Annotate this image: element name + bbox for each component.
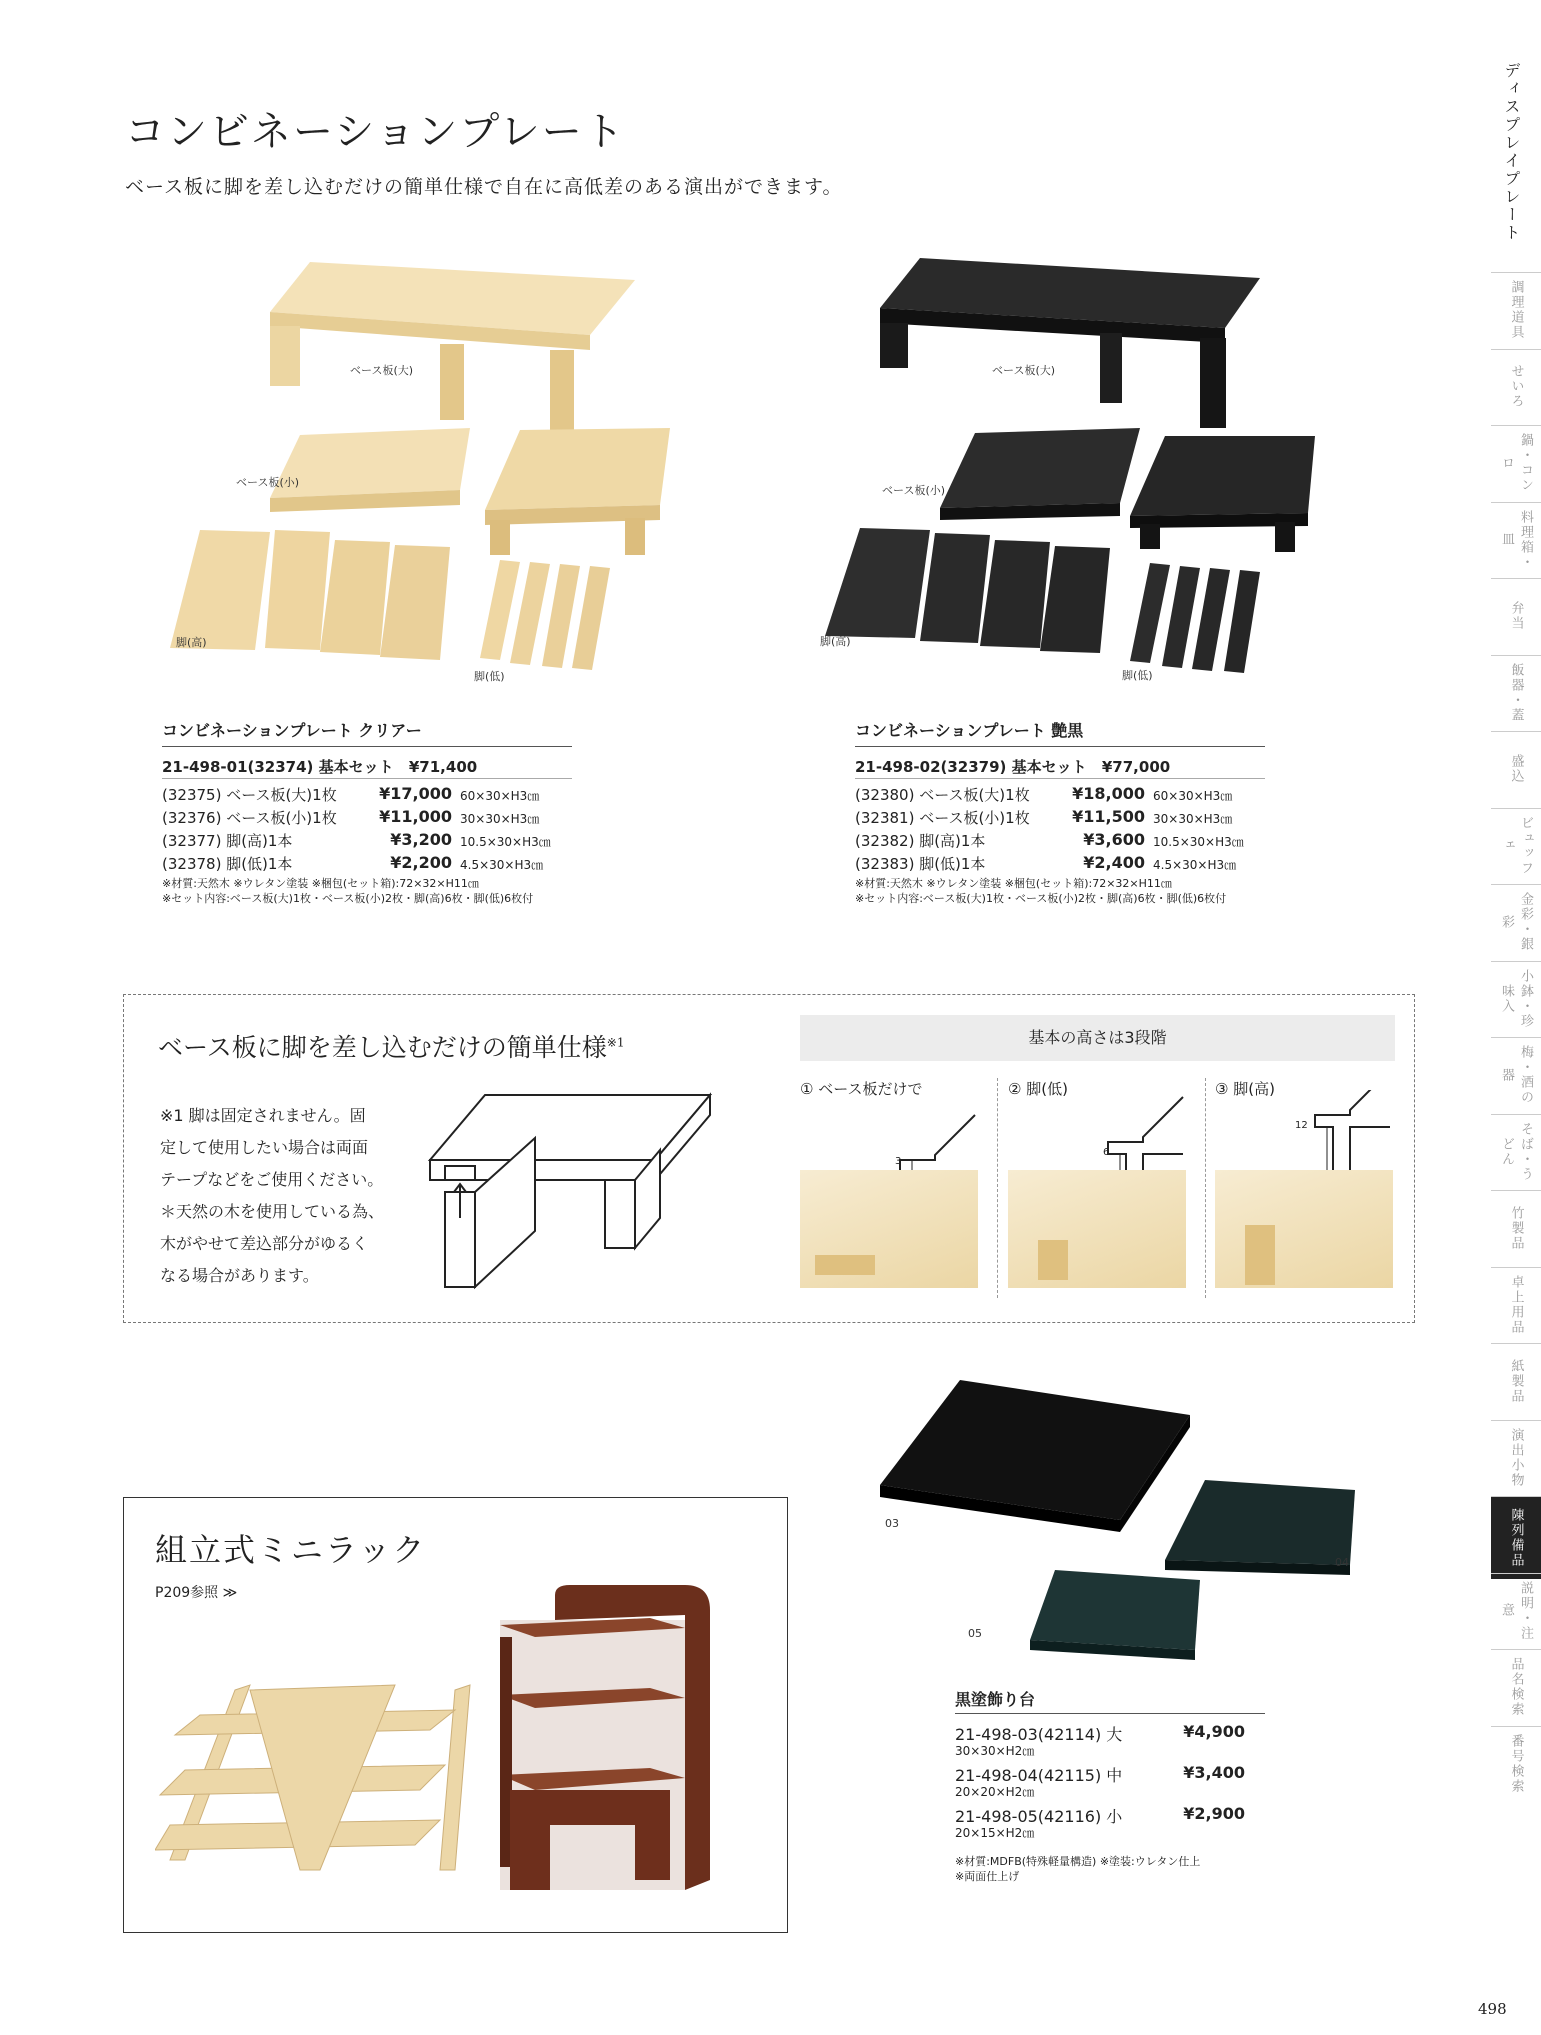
clear-item-spec: 30×30×H3㎝ — [460, 812, 540, 826]
black-item-price: ¥3,600 — [1083, 830, 1145, 849]
level-photo — [1008, 1170, 1186, 1288]
level-label: ② 脚(低) — [1008, 1080, 1068, 1098]
level-label: ③ 脚(高) — [1215, 1080, 1275, 1098]
stand-item-code: 21-498-03(42114) 大 — [955, 1725, 1123, 1744]
caption-black-leg-low: 脚(低) — [1122, 669, 1153, 682]
feature-body-line: なる場合があります。 — [160, 1266, 319, 1285]
stand-note-1: ※材質:MDFB(特殊軽量構造) ※塗装:ウレタン仕上 — [955, 1855, 1201, 1868]
clear-item-label: (32378) 脚(低)1本 — [162, 855, 293, 873]
clear-note-2: ※セット内容:ベース板(大)1枚・ベース板(小)2枚・脚(高)6枚・脚(低)6枚付 — [162, 892, 534, 905]
tab-17[interactable]: 説明・注意 — [1499, 1580, 1533, 1641]
stand-item-code: 21-498-04(42115) 中 — [955, 1766, 1123, 1785]
tab-5[interactable]: 飯器・蓋 — [1508, 662, 1524, 723]
page-number: 498 — [1478, 2000, 1507, 2018]
side-category: ディスプレイプレート — [1502, 62, 1521, 242]
tab-9[interactable]: 小鉢・珍味入 — [1499, 968, 1533, 1029]
black-set-code: 21-498-02(32379) 基本セット — [855, 758, 1087, 776]
tab-14[interactable]: 紙製品 — [1508, 1358, 1524, 1404]
level-dimension: 12 — [1295, 1120, 1308, 1131]
clear-product-name: コンビネーションプレート クリアー — [162, 721, 422, 740]
level-photo — [800, 1170, 978, 1288]
clear-item-price: ¥2,200 — [390, 853, 452, 872]
tab-15[interactable]: 演出小物 — [1508, 1427, 1524, 1488]
tab-1[interactable]: せいろ — [1508, 364, 1524, 409]
level-dimension: 6 — [1103, 1147, 1110, 1158]
caption-base-small: ベース板(小) — [236, 476, 300, 489]
black-item-label: (32383) 脚(低)1本 — [855, 855, 986, 873]
structure-diagram — [425, 1090, 720, 1310]
clear-set-line — [162, 756, 477, 777]
level-dimension: 3 — [895, 1156, 902, 1167]
feature-body-line: 木がやせて差込部分がゆるく — [160, 1234, 369, 1253]
black-item-spec: 10.5×30×H3㎝ — [1153, 835, 1244, 849]
clear-item-price: ¥3,200 — [390, 830, 452, 849]
page-subtitle: ベース板に脚を差し込むだけの簡単仕様で自在に高低差のある演出ができます。 — [125, 176, 843, 198]
black-item-spec: 30×30×H3㎝ — [1153, 812, 1233, 826]
tab-0[interactable]: 調理道具 — [1508, 280, 1524, 340]
black-item-label: (32380) ベース板(大)1枚 — [855, 786, 1030, 804]
tab-4[interactable]: 弁当 — [1508, 601, 1524, 631]
black-item-spec: 4.5×30×H3㎝ — [1153, 858, 1237, 872]
feature-heading — [158, 1028, 624, 1064]
caption-base-large: ベース板(大) — [350, 364, 414, 377]
clear-set-code: 21-498-01(32374) 基本セット — [162, 758, 394, 776]
stand-item-price: ¥2,900 — [1183, 1804, 1245, 1823]
clear-item-spec: 10.5×30×H3㎝ — [460, 835, 551, 849]
tab-12[interactable]: 竹製品 — [1508, 1205, 1524, 1251]
black-products-photo — [820, 258, 1320, 678]
level-label: ① ベース板だけで — [800, 1080, 923, 1098]
tab-16[interactable]: 陳列備品 — [1491, 1497, 1541, 1579]
feature-body-line: 定して使用したい場合は両面 — [160, 1138, 369, 1157]
black-note-1: ※材質:天然木 ※ウレタン塗装 ※梱包(セット箱):72×32×H11㎝ — [855, 877, 1172, 890]
clear-item-label: (32375) ベース板(大)1枚 — [162, 786, 337, 804]
label-05: 05 — [968, 1627, 982, 1640]
tab-10[interactable]: 梅・酒の器 — [1499, 1045, 1533, 1105]
caption-leg-high: 脚(高) — [176, 636, 207, 649]
tab-13[interactable]: 卓上用品 — [1508, 1274, 1524, 1335]
feature-body-line: ＊天然の木を使用している為、 — [160, 1202, 385, 1221]
mini-rack-photo — [155, 1580, 765, 1910]
black-item-label: (32381) ベース板(小)1枚 — [855, 809, 1030, 827]
clear-item-label: (32376) ベース板(小)1枚 — [162, 809, 337, 827]
tab-6[interactable]: 盛込 — [1508, 754, 1524, 784]
caption-black-base-small: ベース板(小) — [882, 484, 946, 497]
stand-item-spec: 20×15×H2㎝ — [955, 1826, 1035, 1840]
black-set-price: ¥77,000 — [1101, 758, 1171, 776]
stand-item-spec: 20×20×H2㎝ — [955, 1785, 1035, 1799]
black-product-name: コンビネーションプレート 艶黒 — [855, 721, 1084, 740]
caption-black-leg-high: 脚(高) — [820, 635, 851, 648]
level-diagram — [1215, 1090, 1395, 1180]
tab-7[interactable]: ビュッフェ — [1499, 815, 1533, 876]
stand-item-price: ¥3,400 — [1183, 1763, 1245, 1782]
clear-item-price: ¥17,000 — [379, 784, 452, 803]
feature-body — [160, 1100, 384, 1292]
level-photo-leg — [1038, 1240, 1068, 1280]
black-stand-photo — [880, 1370, 1360, 1670]
tab-18[interactable]: 品名検索 — [1508, 1657, 1524, 1717]
black-stand-name: 黒塗飾り台 — [955, 1690, 1036, 1709]
caption-leg-low: 脚(低) — [474, 670, 505, 683]
label-03: 03 — [885, 1517, 899, 1530]
clear-item-price: ¥11,000 — [379, 807, 452, 826]
label-04: 04 — [1335, 1556, 1349, 1569]
black-note-2: ※セット内容:ベース板(大)1枚・ベース板(小)2枚・脚(高)6枚・脚(低)6枚付 — [855, 892, 1227, 905]
stand-item-spec: 30×30×H2㎝ — [955, 1744, 1035, 1758]
black-item-price: ¥18,000 — [1072, 784, 1145, 803]
feature-heading-mark: ※1 — [606, 1035, 625, 1050]
level-photo-leg — [815, 1255, 875, 1275]
caption-black-base-large: ベース板(大) — [992, 364, 1056, 377]
stand-item-code: 21-498-05(42116) 小 — [955, 1807, 1123, 1826]
tab-3[interactable]: 料理箱・皿 — [1499, 509, 1533, 570]
feature-body-line: テープなどをご使用ください。 — [160, 1170, 384, 1189]
clear-set-price: ¥71,400 — [408, 758, 478, 776]
black-item-price: ¥2,400 — [1083, 853, 1145, 872]
clear-item-label: (32377) 脚(高)1本 — [162, 832, 293, 850]
level-diagram — [1008, 1090, 1188, 1180]
level-photo-leg — [1245, 1225, 1275, 1285]
black-item-spec: 60×30×H3㎝ — [1153, 789, 1233, 803]
tab-11[interactable]: そば・うどん — [1499, 1121, 1533, 1182]
level-photo — [1215, 1170, 1393, 1288]
stand-item-price: ¥4,900 — [1183, 1722, 1245, 1741]
clear-item-spec: 4.5×30×H3㎝ — [460, 858, 544, 872]
tab-19[interactable]: 番号検索 — [1508, 1733, 1524, 1794]
clear-note-1: ※材質:天然木 ※ウレタン塗装 ※梱包(セット箱):72×32×H11㎝ — [162, 877, 479, 890]
levels-title: 基本の高さは3段階 — [800, 1015, 1395, 1061]
clear-products-photo — [170, 250, 680, 690]
black-set-line — [855, 756, 1170, 777]
clear-item-spec: 60×30×H3㎝ — [460, 789, 540, 803]
feature-body-line: ※1 脚は固定されません。固 — [160, 1106, 366, 1125]
black-item-price: ¥11,500 — [1072, 807, 1145, 826]
feature-heading-text: ベース板に脚を差し込むだけの簡単仕様 — [158, 1033, 607, 1062]
mini-rack-title[interactable]: 組立式ミニラック — [155, 1531, 427, 1569]
page-title: コンビネーションプレート — [125, 109, 626, 155]
level-diagram — [800, 1090, 980, 1180]
mini-rack-ref-link[interactable]: P209参照 ≫ — [155, 1585, 238, 1601]
tab-8[interactable]: 金彩・銀彩 — [1499, 892, 1533, 952]
black-item-label: (32382) 脚(高)1本 — [855, 832, 986, 850]
tab-2[interactable]: 鍋・コンロ — [1499, 433, 1533, 493]
stand-note-2: ※両面仕上げ — [955, 1870, 1020, 1883]
